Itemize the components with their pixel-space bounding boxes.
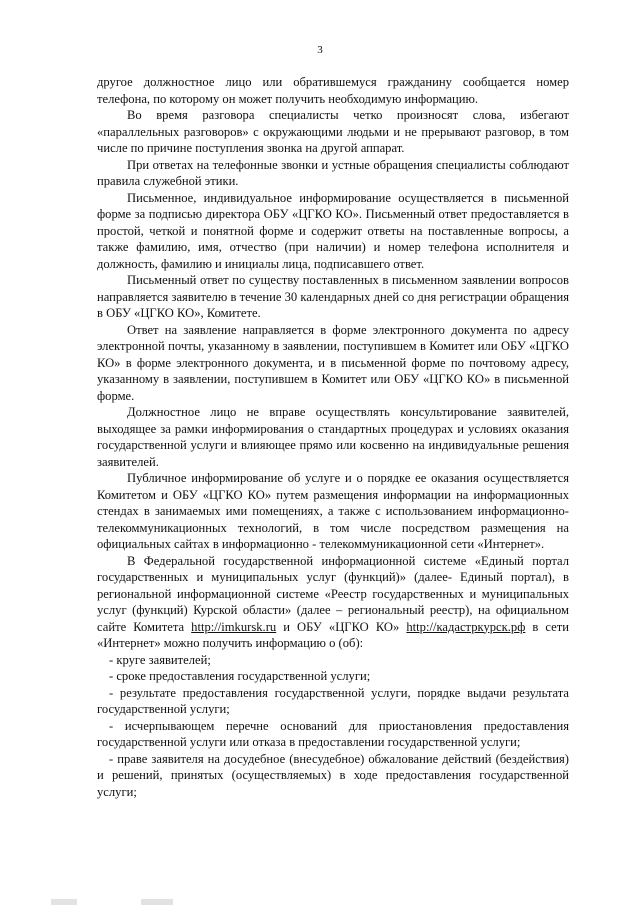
paragraph-continuation: другое должностное лицо или обратившемуся гражданину сообщается номер телефона, по которому он может получить необходимую информацию.: [97, 75, 569, 106]
paragraph-consulting-limits: Должностное лицо не вправе осуществлять консультирование заявителей, выходящее за рамки информирования о стандартных процедурах и условиях оказания государственной услуги и влияющее прямо или косвенно на индивидуальные решения заявителей.: [97, 405, 569, 469]
portal-text-3: в сети «Интернет» можно получить информацию о (об):: [97, 619, 569, 650]
list-item-appeal: - праве заявителя на досудебное (внесудебное) обжалование действий (бездействия) и решений, принятых (осуществляемых) в ходе предоставления государственной услуги;: [97, 751, 569, 799]
portal-text-2: и ОБУ «ЦГКО КО»: [276, 619, 407, 634]
paragraph-written-answer-term: Письменный ответ по существу поставленных в письменном заявлении вопросов направляется заявителю в течение 30 календарных дней со дня регистрации обращения в ОБУ «ЦГКО КО», Комитете.: [97, 273, 569, 320]
list-item-applicants: - круге заявителей;: [109, 652, 211, 667]
list-item-term: - сроке предоставления государственной услуги;: [109, 669, 371, 683]
paragraph-public-informing: Публичное информирование об услуге и о порядке ее оказания осуществляется Комитетом и ОБУ «ЦГКО КО» путем размещения информации на информационных стендах в занимаемых ими помещениях, а также с использованием информационно-телекоммуникационных технологий, в том числе посредством размещения на официальных сайтах в информационно - телекоммуникационной сети «Интернет».: [97, 471, 569, 551]
cgko-site-link[interactable]: http://кадастркурск.рф: [406, 619, 526, 634]
paragraph-phone-conduct: Во время разговора специалисты четко произносят слова, избегают «параллельных разговоров» с окружающими людьми и не прерывают разговор, в том числе по причине поступления звонка на другой аппарат.: [97, 108, 569, 155]
document-body: [97, 74, 569, 800]
paragraph-electronic-answer: Ответ на заявление направляется в форме электронного документа по адресу электронной почты, указанному в заявлении, поступившем в Комитет или ОБУ «ЦГКО КО» в форме электронного документа, и в письменной форме по почтовому адресу, указанному в заявлении, поступившем в Комитет или ОБУ «ЦГКО КО» в письменной форме.: [97, 322, 569, 403]
list-item-result: - результате предоставления государственной услуги, порядке выдачи результата государственной услуги;: [97, 685, 569, 716]
committee-site-link[interactable]: http://imkursk.ru: [191, 619, 277, 634]
scan-edge-artifact: [0, 899, 640, 905]
paragraph-written-informing: Письменное, индивидуальное информирование осуществляется в письменной форме за подписью директора ОБУ «ЦГКО КО». Письменный ответ предоставляется в простой, четкой и понятной форме и содержит ответы на поставленные вопросы, а также фамилию, имя, отчество (при наличии) и номер телефона исполнителя и должность, фамилию и инициалы лица, подписавшего ответ.: [97, 190, 569, 271]
list-item-grounds: - исчерпывающем перечне оснований для приостановления предоставления государственной услуги или отказа в предоставлении государственной услуги;: [97, 718, 569, 749]
paragraph-portal-info: [97, 553, 569, 652]
page-number: 3: [317, 44, 323, 56]
paragraph-ethics: При ответах на телефонные звонки и устные обращения специалисты соблюдают правила служебной этики.: [97, 157, 569, 188]
portal-text-1: В Федеральной государственной информационной системе «Единый портал государственных и муниципальных услуг (функций)» (далее- Единый портал), в региональной информационной системе «Реестр государственных и муниципальных услуг (функций) Курской области» (далее – региональный реестр), на официальном сайте Комитета: [97, 553, 569, 634]
